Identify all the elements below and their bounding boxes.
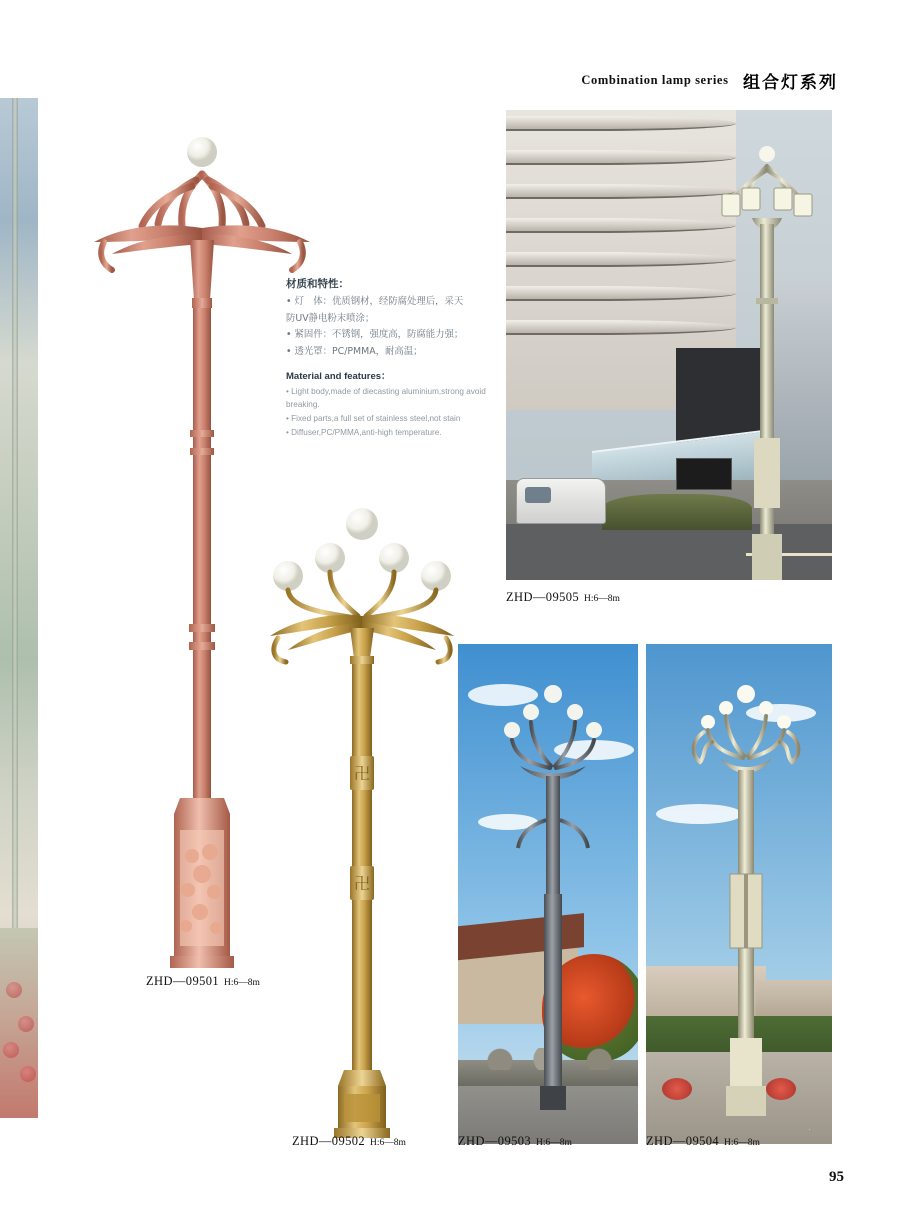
product-code: ZHD—09502 xyxy=(292,1134,366,1148)
product-code: ZHD—09504 xyxy=(646,1134,720,1148)
caption-09503 xyxy=(458,1132,572,1150)
specs-line-en: • Light body,made of diecasting aluminium,strong avoid breaking. xyxy=(286,387,486,409)
header-title-cn: 组合灯系列 xyxy=(743,73,838,93)
product-photo-09505 xyxy=(506,110,832,580)
specs-title-en: Material and features： xyxy=(286,371,391,383)
photo-lamp-09504 xyxy=(686,678,806,1118)
caption-09504 xyxy=(646,1132,760,1150)
product-illustration-09502 xyxy=(264,500,464,1140)
caption-09505 xyxy=(506,588,620,606)
product-size: H:6—8m xyxy=(724,1138,760,1148)
strip-flower-icon xyxy=(20,1066,36,1082)
product-size: H:6—8m xyxy=(584,594,620,604)
specs-line-en: • Diffuser,PC/PMMA,anti-high temperature. xyxy=(286,428,442,438)
product-photo-09504 xyxy=(646,644,832,1144)
caption-09501 xyxy=(146,972,260,990)
header-title-en: Combination lamp series xyxy=(581,73,729,87)
photo-van xyxy=(516,478,606,524)
specs-line-cn: • 透光罩：PC/PMMA，耐高温； xyxy=(286,345,423,357)
svg-text:卍: 卍 xyxy=(353,764,371,783)
product-code: ZHD—09503 xyxy=(458,1134,532,1148)
photo-lamp-09505 xyxy=(712,138,822,580)
specs-line-en: • Fixed parts,a full set of stainless steel,not stain xyxy=(286,413,461,423)
product-photo-09503 xyxy=(458,644,638,1144)
page-number: 95 xyxy=(829,1169,844,1185)
product-size: H:6—8m xyxy=(370,1138,406,1148)
svg-text:卍: 卍 xyxy=(353,874,371,893)
strip-flower-icon xyxy=(18,1016,34,1032)
caption-09502 xyxy=(292,1132,406,1150)
photo-watermark: · xyxy=(808,1124,812,1134)
specs-line-cn: 防UV静电粉末喷涂； xyxy=(286,312,375,324)
photo-lamp-09503 xyxy=(498,680,608,1110)
strip-pole-graphic xyxy=(12,98,18,928)
specs-block xyxy=(286,276,506,442)
product-code: ZHD—09505 xyxy=(506,590,580,604)
page-header xyxy=(581,68,838,93)
product-code: ZHD—09501 xyxy=(146,974,220,988)
product-size: H:6—8m xyxy=(536,1138,572,1148)
strip-flower-icon xyxy=(6,982,22,998)
specs-line-cn: • 紧固件：不锈钢，强度高，防腐能力强； xyxy=(286,329,464,341)
product-size: H:6—8m xyxy=(224,978,260,988)
specs-title-cn: 材质和特性： xyxy=(286,278,349,290)
left-decorative-strip xyxy=(0,98,38,1118)
strip-flower-icon xyxy=(3,1042,19,1058)
specs-line-cn: • 灯 体：优质钢材，经防腐处理后，采天 xyxy=(286,296,464,307)
